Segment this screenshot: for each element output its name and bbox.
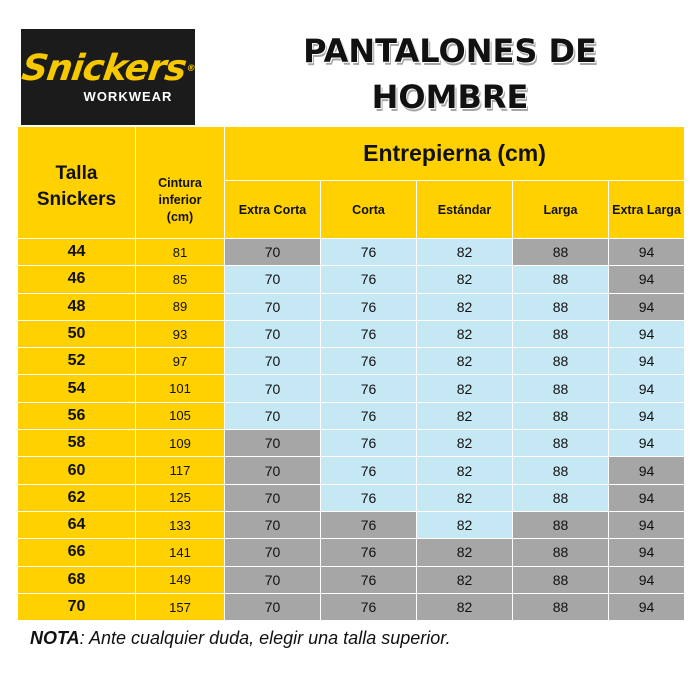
- inseam-cell: 94: [609, 294, 685, 321]
- size-cell: 68: [18, 567, 136, 594]
- size-cell: 48: [18, 294, 136, 321]
- inseam-cell: 82: [417, 266, 513, 293]
- waist-cell: 117: [136, 457, 225, 484]
- page-title: [230, 28, 670, 120]
- inseam-cell: 94: [609, 266, 685, 293]
- inseam-cell: 88: [513, 594, 609, 621]
- inseam-cell: 94: [609, 403, 685, 430]
- size-cell: 52: [18, 348, 136, 375]
- inseam-cell: 76: [321, 266, 417, 293]
- waist-cell: 93: [136, 321, 225, 348]
- inseam-cell: 76: [321, 375, 417, 402]
- inseam-cell: 88: [513, 457, 609, 484]
- inseam-cell: 82: [417, 403, 513, 430]
- inseam-cell: 88: [513, 430, 609, 457]
- talla-header-line-2: Snickers: [36, 188, 117, 210]
- size-cell: 44: [18, 239, 136, 266]
- size-cell: 56: [18, 403, 136, 430]
- registered-mark: ®: [185, 63, 195, 74]
- inseam-cell: 82: [417, 567, 513, 594]
- inseam-cell: 88: [513, 266, 609, 293]
- inseam-cell: 82: [417, 321, 513, 348]
- inseam-cell: 88: [513, 375, 609, 402]
- size-chart-table: [18, 127, 685, 621]
- inseam-cell: 94: [609, 594, 685, 621]
- waist-cell: 141: [136, 539, 225, 566]
- inseam-cell: 70: [225, 430, 321, 457]
- inseam-cell: 76: [321, 457, 417, 484]
- column-header: Estándar: [417, 181, 513, 239]
- inseam-cell: 70: [225, 294, 321, 321]
- inseam-cell: 70: [225, 375, 321, 402]
- inseam-cell: 82: [417, 348, 513, 375]
- inseam-cell: 70: [225, 594, 321, 621]
- inseam-cell: 76: [321, 403, 417, 430]
- column-header: Larga: [513, 181, 609, 239]
- inseam-cell: 88: [513, 539, 609, 566]
- cintura-header-line-1: Cintura: [158, 176, 202, 190]
- inseam-cell: 70: [225, 266, 321, 293]
- inseam-cell: 82: [417, 485, 513, 512]
- column-header: Corta: [321, 181, 417, 239]
- size-cell: 50: [18, 321, 136, 348]
- waist-cell: 157: [136, 594, 225, 621]
- waist-cell: 133: [136, 512, 225, 539]
- talla-header: [18, 127, 136, 239]
- inseam-cell: 70: [225, 567, 321, 594]
- waist-cell: 85: [136, 266, 225, 293]
- size-cell: 46: [18, 266, 136, 293]
- cintura-header-line-2: inferior: [158, 193, 202, 207]
- inseam-cell: 82: [417, 294, 513, 321]
- inseam-cell: 94: [609, 539, 685, 566]
- column-header: Extra Corta: [225, 181, 321, 239]
- inseam-cell: 76: [321, 430, 417, 457]
- title-line-1: PANTALONES DE: [303, 32, 597, 70]
- inseam-cell: 94: [609, 512, 685, 539]
- nota-text: : Ante cualquier duda, elegir una talla superior.: [79, 628, 451, 648]
- inseam-cell: 70: [225, 239, 321, 266]
- cintura-header-line-3: (cm): [166, 210, 194, 224]
- inseam-cell: 88: [513, 239, 609, 266]
- inseam-cell: 82: [417, 457, 513, 484]
- inseam-cell: 76: [321, 294, 417, 321]
- inseam-cell: 76: [321, 348, 417, 375]
- talla-header-line-1: Talla: [55, 162, 98, 184]
- inseam-cell: 88: [513, 512, 609, 539]
- inseam-cell: 94: [609, 457, 685, 484]
- waist-cell: 89: [136, 294, 225, 321]
- waist-cell: 81: [136, 239, 225, 266]
- inseam-cell: 76: [321, 594, 417, 621]
- size-cell: 62: [18, 485, 136, 512]
- inseam-cell: 94: [609, 348, 685, 375]
- inseam-cell: 70: [225, 539, 321, 566]
- inseam-cell: 76: [321, 321, 417, 348]
- inseam-cell: 88: [513, 567, 609, 594]
- inseam-cell: 76: [321, 485, 417, 512]
- inseam-cell: 70: [225, 348, 321, 375]
- inseam-cell: 70: [225, 321, 321, 348]
- inseam-cell: 82: [417, 539, 513, 566]
- inseam-cell: 82: [417, 512, 513, 539]
- column-header: Extra Larga: [609, 181, 685, 239]
- inseam-cell: 94: [609, 239, 685, 266]
- waist-cell: 97: [136, 348, 225, 375]
- nota-footnote: [30, 628, 451, 649]
- inseam-cell: 76: [321, 567, 417, 594]
- inseam-cell: 88: [513, 403, 609, 430]
- logo-subtitle: WORKWEAR: [83, 88, 173, 104]
- title-line-2: HOMBRE: [371, 78, 529, 116]
- size-cell: 58: [18, 430, 136, 457]
- inseam-cell: 88: [513, 294, 609, 321]
- inseam-cell: 70: [225, 457, 321, 484]
- size-cell: 60: [18, 457, 136, 484]
- size-cell: 70: [18, 594, 136, 621]
- waist-cell: 125: [136, 485, 225, 512]
- inseam-cell: 94: [609, 567, 685, 594]
- size-cell: 64: [18, 512, 136, 539]
- entrepierna-header: Entrepierna (cm): [225, 127, 685, 181]
- size-cell: 66: [18, 539, 136, 566]
- inseam-cell: 94: [609, 485, 685, 512]
- nota-label: NOTA: [30, 628, 80, 648]
- logo-wordmark: Snickers®: [18, 47, 195, 89]
- inseam-cell: 88: [513, 485, 609, 512]
- brand-logo: [18, 29, 195, 125]
- inseam-cell: 94: [609, 375, 685, 402]
- waist-cell: 149: [136, 567, 225, 594]
- inseam-cell: 94: [609, 321, 685, 348]
- waist-cell: 109: [136, 430, 225, 457]
- inseam-cell: 94: [609, 430, 685, 457]
- inseam-cell: 70: [225, 403, 321, 430]
- inseam-cell: 82: [417, 430, 513, 457]
- inseam-cell: 88: [513, 321, 609, 348]
- inseam-cell: 88: [513, 348, 609, 375]
- size-cell: 54: [18, 375, 136, 402]
- inseam-cell: 82: [417, 239, 513, 266]
- inseam-cell: 82: [417, 594, 513, 621]
- waist-cell: 105: [136, 403, 225, 430]
- inseam-cell: 76: [321, 239, 417, 266]
- inseam-cell: 70: [225, 512, 321, 539]
- inseam-cell: 76: [321, 512, 417, 539]
- inseam-cell: 76: [321, 539, 417, 566]
- inseam-cell: 82: [417, 375, 513, 402]
- cintura-header: [136, 127, 225, 239]
- inseam-cell: 70: [225, 485, 321, 512]
- waist-cell: 101: [136, 375, 225, 402]
